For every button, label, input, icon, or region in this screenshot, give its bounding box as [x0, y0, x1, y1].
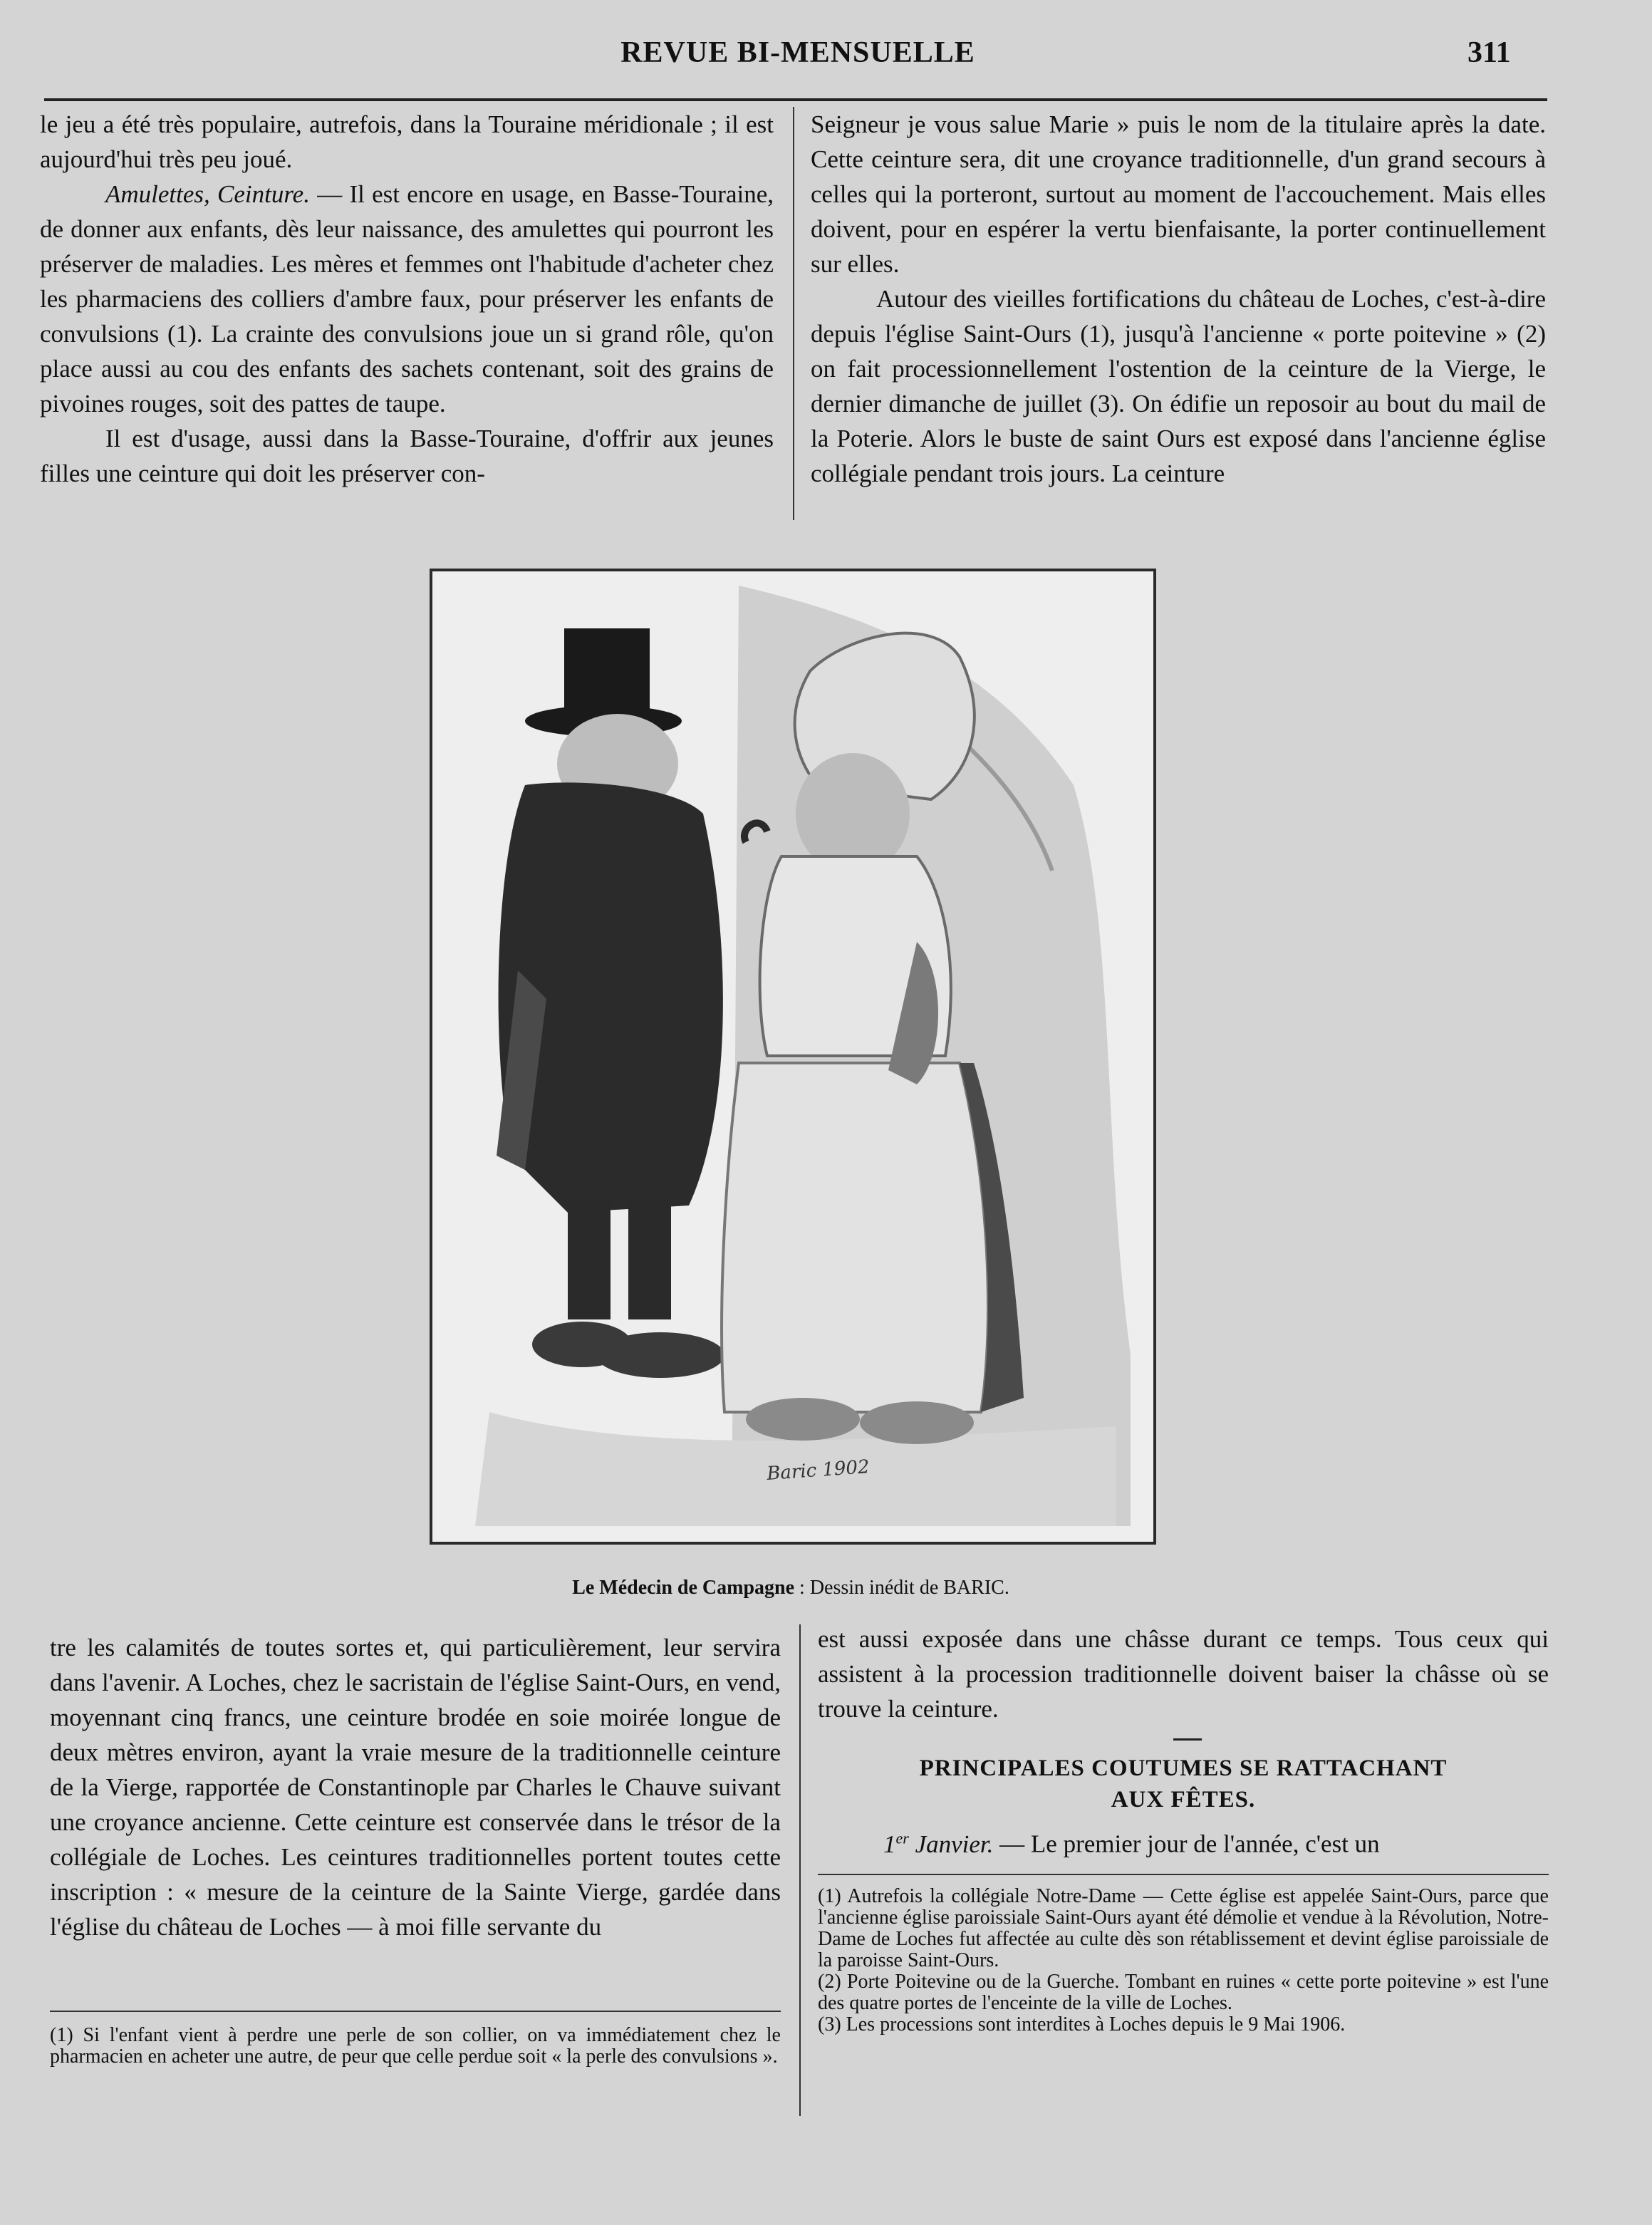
paragraph-lead: Amulettes, Ceinture.: [105, 180, 310, 208]
footnotes-left: [50, 2025, 781, 2068]
paragraph: est aussi exposée dans une châsse durant ce temps. Tous ceux qui assistent à la procession traditionnelle doivent baiser la châsse où se trouve la ceinture.: [818, 1625, 1549, 1723]
paragraph: Autour des vieilles fortifications du château de Loches, c'est-à-dire depuis l'église Saint-Ours (1), jusqu'à l'ancienne « porte poitevine » (2) on fait processionnellement l'ostention de la ceinture de la Vierge, le dernier dimanche de juillet (3). On édifie un reposoir au bout du mail de la Poterie. Alors le buste de saint Ours est exposé dans l'ancienne église collégiale pendant trois jours. La ceinture: [811, 285, 1546, 487]
footnote: (2) Porte Poitevine ou de la Guerche. Tombant en ruines « cette porte poitevine » est l'une des quatre portes de l'enceinte de la ville de Loches.: [818, 1971, 1549, 2014]
page-number: 311: [1467, 36, 1511, 69]
footnote: (1) Autrefois la collégiale Notre-Dame — Cette église est appelée Saint-Ours, parce que l'ancienne église paroissiale Saint-Ours ayant été démolie et vendue à la Révolution, Notre-Dame de Loches fut affectée au culte dès son rétablissement et devint église paroissiale de la paroisse Saint-Ours.: [818, 1885, 1549, 1971]
footnote-rule: [50, 2011, 781, 2012]
right-column-top: [811, 107, 1546, 491]
right-column-bottom: [818, 1622, 1549, 1726]
paragraph: le jeu a été très populaire, autrefois, dans la Touraine méridionale ; il est aujourd'hui très peu joué.: [40, 110, 774, 173]
paragraph: Seigneur je vous salue Marie » puis le nom de la titulaire après la date. Cette ceinture sera, dit une croyance traditionnelle, d'un grand secours à celles qui la porteront, surtout au moment de l'accouchement. Mais elles doivent, pour en espérer la vertu bienfaisante, la porter continuellement sur elles.: [811, 110, 1546, 278]
heading-line: PRINCIPALES COUTUMES SE RATTACHANT: [919, 1755, 1448, 1781]
paragraph-janvier: [818, 1820, 1549, 1862]
drawing: [432, 571, 1153, 1542]
paragraph-text: — Le premier jour de l'année, c'est un: [993, 1830, 1380, 1858]
footnotes-right: [818, 1886, 1549, 2035]
paragraph: Il est d'usage, aussi dans la Basse-Touraine, d'offrir aux jeunes filles une ceinture qui doit les préserver con-: [40, 425, 774, 487]
figure-caption: [392, 1577, 1190, 1599]
caption-rest: : Dessin inédit de BARIC.: [794, 1577, 1009, 1599]
paragraph: [818, 1820, 1549, 1862]
paragraph-text: — Il est encore en usage, en Basse-Touraine, de donner aux enfants, dès leur naissance, des amulettes qui pourront les préserver de maladies. Les mères et femmes ont l'habitude d'acheter chez les pharmaciens des colliers d'ambre faux, pour préserver les enfants de convulsions (1). La crainte des convulsions joue un si grand rôle, qu'on place aussi au cou des enfants des sachets contenant, soit des grains de pivoines rouges, soit des pattes de taupe.: [40, 180, 774, 417]
heading-line: AUX FÊTES.: [1111, 1787, 1256, 1812]
section-heading: [818, 1753, 1549, 1815]
left-column-top: [40, 107, 774, 491]
header-rule: [44, 98, 1547, 101]
footnote: (1) Si l'enfant vient à perdre une perle de son collier, on va immédiatement chez le pharmacien en acheter une autre, de peur que celle perdue soit « la perle des convulsions ».: [50, 2024, 781, 2068]
illustration-medecin-de-campagne: [430, 569, 1156, 1545]
footnote-rule: [818, 1874, 1549, 1875]
column-divider: [799, 1624, 801, 2116]
left-column-bottom: [50, 1630, 781, 1944]
paragraph-lead: 1er Janvier.: [883, 1829, 994, 1858]
section-separator: [1173, 1738, 1202, 1741]
paragraph-amulettes: [40, 177, 774, 421]
signature-drawing: Baric 1902: [766, 1456, 871, 1485]
running-header: REVUE BI-MENSUELLE: [620, 36, 975, 69]
footnote: (3) Les processions sont interdites à Loches depuis le 9 Mai 1906.: [818, 2013, 1346, 2035]
caption-title: Le Médecin de Campagne: [572, 1577, 795, 1599]
column-divider: [793, 107, 794, 520]
paragraph: tre les calamités de toutes sortes et, qui particulièrement, leur servira dans l'avenir. A Loches, chez le sacristain de l'église Saint-Ours, en vend, moyennant cinq francs, une ceinture brodée en soie moirée longue de deux mètres environ, ayant la vraie mesure de la traditionnelle ceinture de la Vierge, rapportée de Constantinople par Charles le Chauve suivant une croyance ancienne. Cette ceinture est conservée dans le trésor de la collégiale de Loches. Les ceintures traditionnelles portent toutes cette inscription : « mesure de la ceinture de la Sainte Vierge, gardée dans l'église du château de Loches — à moi fille servante du: [50, 1634, 781, 1941]
